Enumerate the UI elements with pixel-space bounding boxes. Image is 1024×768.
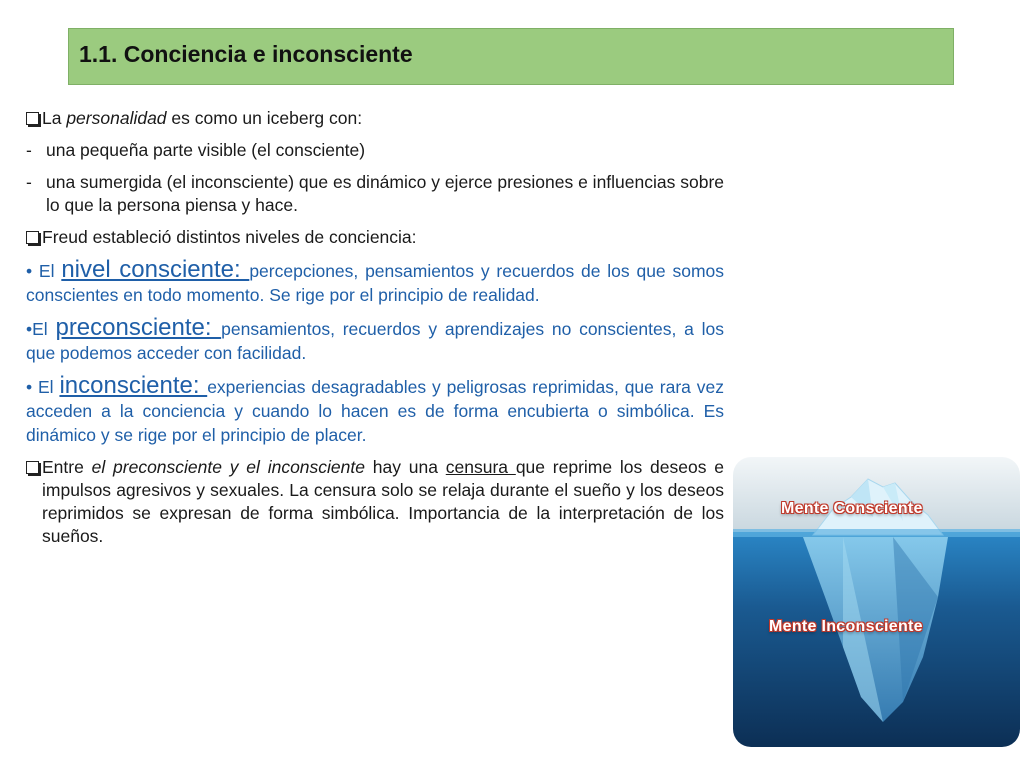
checkbox-bullet-icon: [26, 231, 39, 244]
level-prefix: • El: [26, 261, 62, 281]
dash-text: una sumergida (el inconsciente) que es dinámico y ejerce presiones e influencias sobre lo que la persona piensa y hace.: [46, 172, 725, 215]
censura-post: que reprime los deseos e impulsos agresivos y sexuales. La censura solo se relaja durante el sueño y los deseos reprimidos se expresan de forma simbólica. Importancia de la interpretación de los sueños.: [42, 457, 724, 546]
intro-emphasis: personalidad: [66, 108, 167, 128]
label-mente-consciente: Mente Consciente: [781, 500, 923, 517]
level-prefix: • El: [26, 377, 60, 397]
checkbox-bullet-icon: [26, 461, 39, 474]
label-mente-inconsciente: Mente Inconsciente: [769, 618, 923, 635]
level-text: percepciones, pensamientos y recuerdos de los que somos conscientes en todo momento. Se rige por el principio de realidad.: [26, 261, 725, 305]
level-prefix: •El: [26, 319, 56, 339]
censura-mid: hay una: [365, 457, 446, 477]
dash-item-visible: [26, 139, 724, 162]
intro-pre: La: [42, 108, 67, 128]
level-term: nivel consciente:: [61, 256, 250, 283]
dash-item-submerged: [26, 171, 724, 217]
water-surface: [733, 529, 1020, 537]
intro-item: [26, 107, 724, 130]
censura-underlined: censura: [445, 457, 516, 477]
censura-text: [42, 456, 724, 548]
title-banner: [68, 28, 954, 85]
level-inconsciente: [26, 374, 724, 447]
checkbox-bullet-icon: [26, 112, 39, 125]
censura-emphasis: el preconsciente y el inconsciente: [91, 457, 365, 477]
level-text: experiencias desagradables y peligrosas reprimidas, que rara vez acceden a la conciencia y cuando lo hacen es de forma encubierta o simbólica. Es dinámico y se rige por el principio de placer.: [26, 377, 724, 445]
page-title: 1.1. Conciencia e inconsciente: [79, 41, 413, 67]
intro-text: [42, 107, 362, 130]
censura-item: [26, 456, 724, 548]
freud-text: Freud estableció distintos niveles de conciencia:: [42, 227, 417, 247]
dash-bullet: -: [26, 172, 32, 192]
level-consciente: [26, 258, 724, 307]
intro-post: es como un iceberg con:: [166, 108, 363, 128]
dash-text: una pequeña parte visible (el consciente): [46, 140, 366, 160]
censura-pre: Entre: [42, 457, 92, 477]
level-preconsciente: [26, 316, 724, 365]
freud-item: [26, 226, 724, 249]
level-term: inconsciente:: [59, 372, 208, 399]
dash-bullet: -: [26, 140, 32, 160]
iceberg-image: [733, 457, 1020, 747]
level-term: preconsciente:: [55, 314, 222, 341]
level-text: pensamientos, recuerdos y aprendizajes no conscientes, a los que podemos acceder con facilidad.: [26, 319, 724, 363]
slide-content: [26, 107, 724, 557]
